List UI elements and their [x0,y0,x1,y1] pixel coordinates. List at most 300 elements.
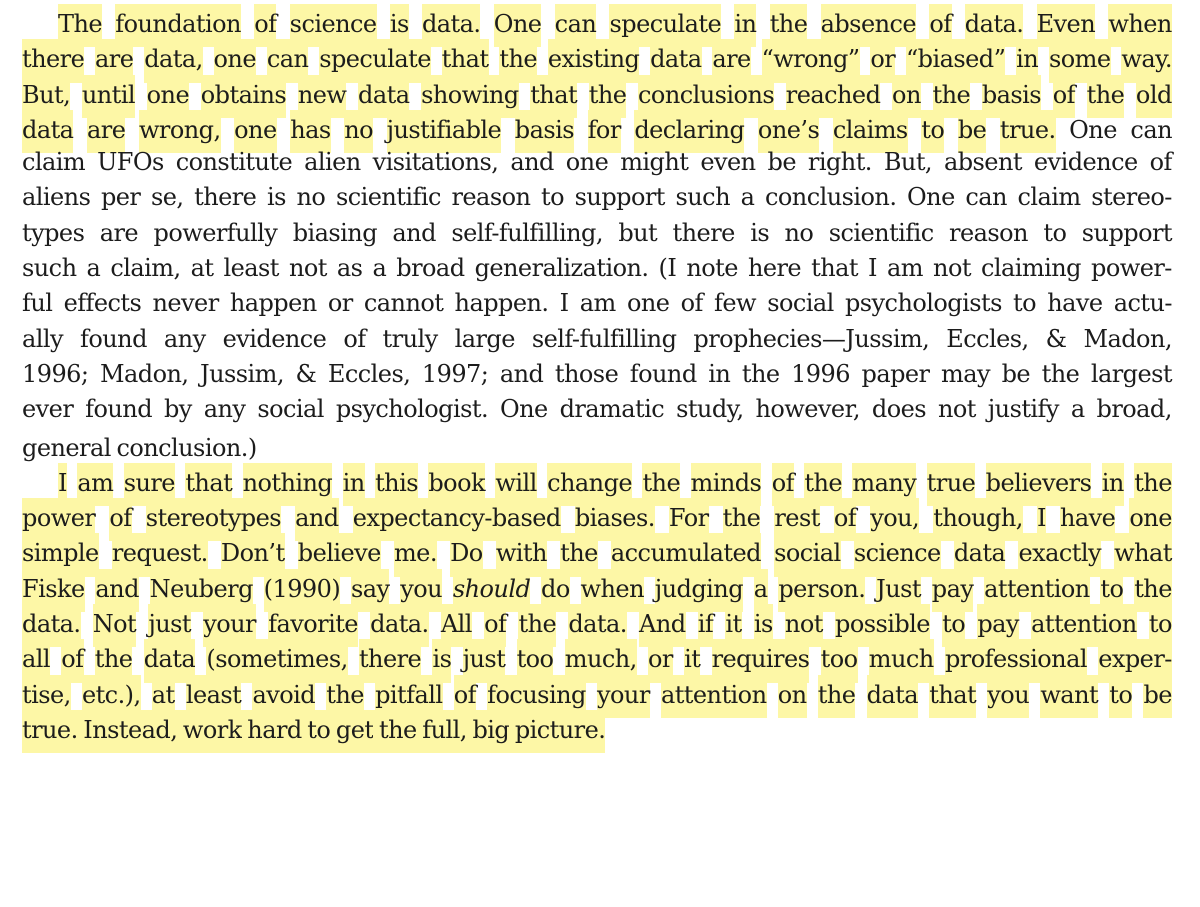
word: much [869,639,934,682]
word: no [344,110,373,153]
word: the [589,75,627,118]
word: can [267,39,309,82]
text-line-19 [22,639,1172,674]
word: the [1134,463,1172,506]
word: the [1134,569,1172,612]
word: nothing [243,463,333,506]
word: one [147,75,189,118]
word: pay [932,569,974,612]
word: here [747,254,802,283]
word: professional [945,639,1087,682]
word: But, [22,75,70,118]
word: accumulated [611,533,761,576]
word: to [1109,675,1132,718]
word: this [375,463,418,506]
word: One [499,395,548,424]
word: one [234,110,276,153]
word: can [555,4,597,47]
word: data. [22,604,81,647]
word: dramatic [559,395,665,424]
word: though, [933,498,1023,541]
word: and [499,359,544,388]
text-line-9 [22,286,1172,321]
word: attention [1031,604,1137,647]
book-page [22,4,1172,745]
word: but [618,218,658,247]
word: true. [22,710,78,753]
word: even [700,148,756,177]
word: do [541,569,570,612]
word: or [327,289,353,318]
word: all [22,639,50,682]
word: a [740,183,755,212]
word: to [1013,289,1037,318]
word: and [510,148,554,177]
word: your [203,604,256,647]
word: study, [676,395,744,424]
word: claim, [110,254,181,283]
word: the [95,639,133,682]
word: powerfully [153,218,278,247]
word: least [223,254,279,283]
word: Eccles, [946,324,1029,353]
word: much, [565,639,637,682]
word: Not [93,604,136,647]
word: One [907,183,955,212]
word: there [359,639,421,682]
word: (1990) [264,569,341,612]
word: se, [150,183,184,212]
word: foundation [115,4,241,47]
word: types [22,218,85,247]
word: scientific [828,218,934,247]
word: of [254,4,276,47]
word: picture. [515,710,606,753]
word: of [929,4,951,47]
word: data, [144,39,203,82]
word: constitute [175,148,293,177]
text-line-4 [22,110,1172,145]
word: is [266,183,286,212]
word: exactly [1018,533,1101,576]
word: One [494,4,542,47]
word: such [22,254,77,283]
word: not [937,395,976,424]
word: you [400,569,442,612]
word: with [496,533,547,576]
word: to [942,604,965,647]
word: ful [22,289,53,318]
text-line-15 [22,498,1172,533]
word: speculate [319,39,431,82]
word: speculate [609,4,721,47]
word: “wrong” [762,39,860,82]
word: tise, [22,675,71,718]
word: there [22,39,84,82]
word: absent [943,148,1022,177]
word: found [85,395,153,424]
word: the [770,4,808,47]
word: and [95,569,138,612]
word: are [95,39,133,82]
word: when [581,569,644,612]
word: actu- [1113,289,1172,318]
text-line-20 [22,675,1172,710]
word: in [708,359,731,388]
word: paper [861,359,930,388]
word: a [754,569,768,612]
word: are [712,39,750,82]
word: I [58,463,67,506]
word: of [1053,75,1075,118]
word: when [1108,4,1171,47]
word: stereo- [1091,183,1172,212]
word: existing [548,39,639,82]
word: the [560,533,598,576]
word: social [767,289,834,318]
word: found [80,324,147,353]
word: biasing [292,218,378,247]
word: right. [807,148,872,177]
text-line-6 [22,180,1172,215]
word: All [441,604,472,647]
word: biases. [575,498,655,541]
word: largest [1090,359,1172,388]
paragraph-1 [22,4,1172,463]
word: I [868,254,877,283]
word: And [639,604,686,647]
word: it [725,604,741,647]
word: ever [22,395,74,424]
word: the [933,75,971,118]
word: are [87,110,125,153]
word: broad, [1096,395,1172,424]
word: have [1060,498,1115,541]
word: those [554,359,619,388]
word: claims [833,110,908,153]
word: sure [124,463,175,506]
word: there [672,218,735,247]
word: might [620,148,689,177]
text-line-17 [22,569,1172,604]
word: pay [977,604,1019,647]
word: visitations, [372,148,499,177]
word: rest [774,498,819,541]
word: on [892,75,921,118]
word: happen. [454,289,549,318]
word: at [190,254,214,283]
word: For [669,498,709,541]
word: The [58,4,102,47]
word: no [784,218,814,247]
word: reason [451,183,531,212]
word: pitfall [375,675,442,718]
word: support [574,183,665,212]
word: power- [1091,254,1172,283]
text-line-14 [22,463,1172,498]
word: declaring [634,110,744,153]
word: are [99,218,139,247]
word: to [1043,218,1067,247]
word: may [941,359,991,388]
word: data. [568,604,627,647]
word: request. [112,533,208,576]
word: in [734,4,756,47]
word: claim [1017,183,1081,212]
word: minds [691,463,762,506]
word: judging [655,569,743,612]
word: & [295,359,317,388]
word: person. [778,569,865,612]
word: conclusion.) [116,433,257,462]
word: hard [247,710,301,753]
word: claim [22,148,86,177]
word: at [152,675,175,718]
word: note [686,254,738,283]
word: however, [755,395,860,424]
word: that [442,39,489,82]
word: many [852,463,916,506]
word: stereotypes [146,498,281,541]
word: avoid [252,675,315,718]
word: Just [876,569,921,612]
word: the [499,39,537,82]
word: social [257,395,324,424]
word: not [288,254,327,283]
word: say [351,569,390,612]
word: cannot [363,289,444,318]
text-line-1 [22,4,1172,39]
word: be [767,148,796,177]
word: effects [63,289,142,318]
word: data. [965,4,1024,47]
word: of [1149,148,1172,177]
word: the [818,675,856,718]
word: conclusions [638,75,774,118]
word: and [392,218,436,247]
paragraph-2 [22,463,1172,745]
word: you [987,675,1029,718]
word: am [77,463,113,506]
word: the [723,498,761,541]
word: the [518,604,556,647]
word: evidence [1033,148,1138,177]
word: Don’t [221,533,285,576]
word: I [559,289,569,318]
word: & [1045,324,1067,353]
word: me. [394,533,437,576]
word: can [1130,115,1172,144]
word: have [1047,289,1103,318]
word: such [675,183,730,212]
word: not [785,604,823,647]
word: should [453,569,530,612]
word: happen [229,289,317,318]
word: reason [949,218,1028,247]
word: in [1016,39,1038,82]
word: of [772,463,794,506]
word: broad [396,254,465,283]
word: to [1100,569,1123,612]
word: I [1037,498,1046,541]
word: that [811,254,858,283]
word: that [530,75,577,118]
word: focusing [487,675,586,718]
word: favorite [268,604,358,647]
word: Madon, [99,359,189,388]
word: to [307,710,330,753]
word: is [390,4,409,47]
word: full, [422,710,467,753]
word: a [372,254,387,283]
word: data [144,639,195,682]
word: scientific [335,183,441,212]
word: way. [1121,39,1172,82]
word: support [1081,218,1172,247]
word: ally [22,324,64,353]
text-line-11 [22,357,1172,392]
word: Jussim, [200,359,284,388]
word: am [887,254,923,283]
word: the [741,359,780,388]
word: evidence [222,324,327,353]
word: prophecies—Jussim, [693,324,930,353]
word: just [463,639,506,682]
word: data [22,110,73,153]
word: Madon, [1083,324,1172,353]
word: truly [382,324,438,353]
word: new [298,75,347,118]
word: least [186,675,241,718]
word: data. [422,4,481,47]
word: UFOs [97,148,164,177]
word: 1996 [791,359,850,388]
word: of [834,498,856,541]
word: showing [421,75,518,118]
word: believers [986,463,1092,506]
word: science [290,4,377,47]
word: that [929,675,976,718]
word: of [109,498,131,541]
word: Do [450,533,483,576]
word: simple [22,533,99,576]
word: One [1069,115,1117,144]
word: some [1049,39,1111,82]
word: and [295,498,338,541]
word: of [680,289,703,318]
word: (sometimes, [206,639,347,682]
word: by [163,395,192,424]
word: attention [661,675,767,718]
word: or [648,639,673,682]
word: believe [298,533,381,576]
word: one [626,289,670,318]
word: power [22,498,95,541]
word: attention [984,569,1090,612]
word: a [1070,395,1085,424]
word: the [804,463,842,506]
word: Neuberg [150,569,253,612]
word: no [296,183,326,212]
word: to [541,183,565,212]
word: alien [304,148,361,177]
word: book [428,463,485,506]
word: per [100,183,141,212]
word: generalization. [474,254,649,283]
word: obtains [201,75,286,118]
word: of [484,604,506,647]
text-line-10 [22,322,1172,357]
word: justify [987,395,1059,424]
word: for [588,110,621,153]
word: absence [821,4,916,47]
text-line-7 [22,216,1172,251]
word: be [958,110,986,153]
word: etc.), [82,675,141,718]
word: “biased” [906,39,1005,82]
word: any [203,395,246,424]
word: basis [982,75,1041,118]
word: is [754,604,773,647]
word: found [629,359,697,388]
word: is [750,218,770,247]
word: aliens [22,183,91,212]
word: not [933,254,971,283]
word: psychologists [844,289,1002,318]
word: never [152,289,219,318]
word: on [778,675,807,718]
word: wrong, [139,110,221,153]
word: of [454,675,476,718]
word: is [432,639,451,682]
word: true. [1000,110,1056,153]
word: be [1143,675,1171,718]
word: basis [515,110,574,153]
word: one’s [758,110,819,153]
word: change [547,463,632,506]
word: your [597,675,650,718]
word: work [183,710,242,753]
word: exper- [1098,639,1172,682]
word: want [1040,675,1098,718]
word: of [61,639,83,682]
word: old [1136,75,1172,118]
text-line-5 [22,145,1172,180]
word: claiming [980,254,1081,283]
text-line-16 [22,533,1172,568]
word: one [1129,498,1171,541]
word: psychologist. [335,395,489,424]
word: it [684,639,700,682]
word: has [290,110,330,153]
word: reached [786,75,881,118]
word: the [326,675,364,718]
word: to [1149,604,1172,647]
word: data [867,675,918,718]
word: large [454,324,515,353]
word: of [343,324,366,353]
word: few [714,289,757,318]
word: that [185,463,232,506]
word: will [495,463,536,506]
word: to [921,110,944,153]
word: too [517,639,554,682]
word: one [214,39,256,82]
word: in [343,463,365,506]
word: does [871,395,927,424]
word: can [965,183,1007,212]
word: data [954,533,1005,576]
